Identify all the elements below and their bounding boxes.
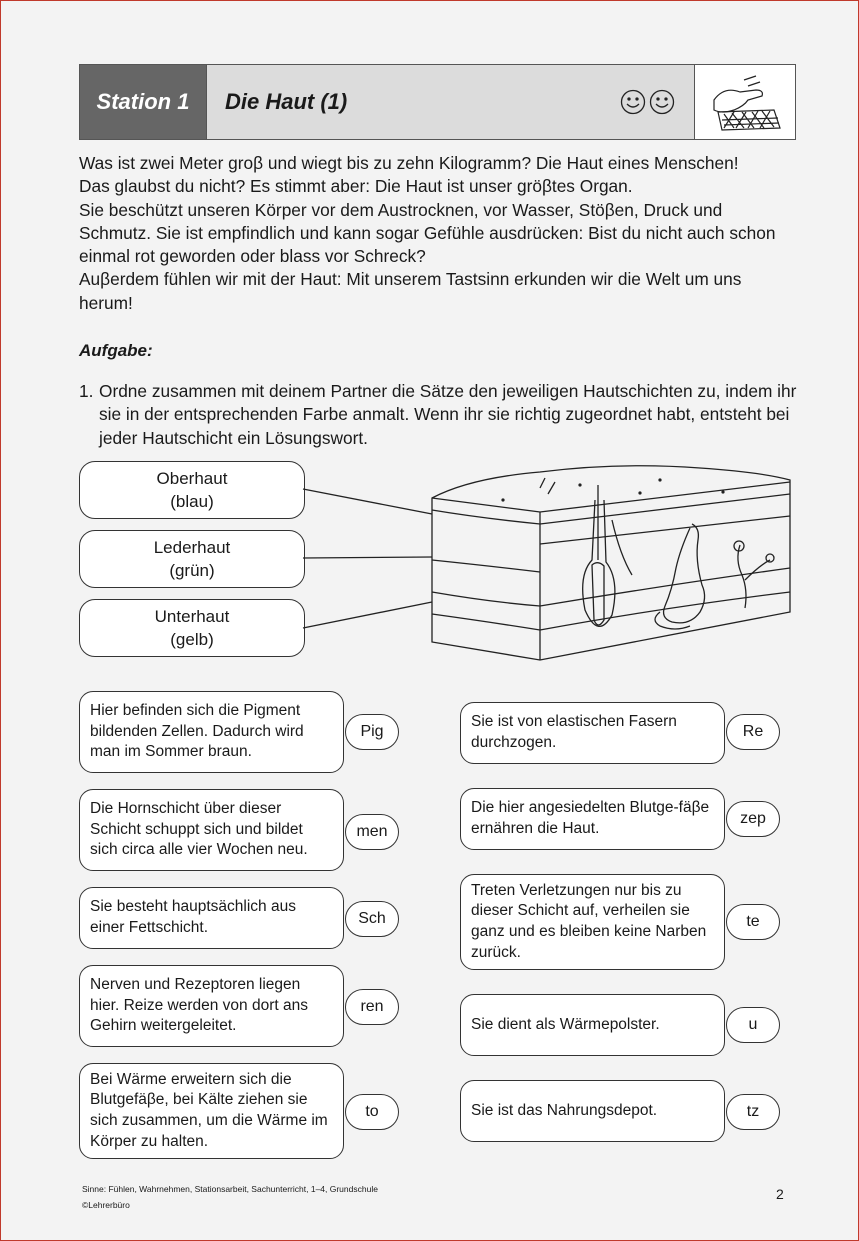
connector-line [303, 557, 432, 558]
footer [82, 1181, 378, 1213]
syllable-u: u [726, 1007, 780, 1043]
syllable-men: men [345, 814, 399, 850]
syllable-te: te [726, 904, 780, 940]
layer-name: Oberhaut [156, 469, 228, 488]
sentence-box-left-3 [79, 887, 344, 949]
sentence-text: Sie dient als Wärmepolster. [471, 1015, 660, 1033]
worksheet-title: Die Haut (1) [225, 89, 348, 114]
footer-copyright: ©Lehrerbüro [82, 1200, 130, 1210]
sentence-box-right-4 [460, 994, 725, 1056]
sentence-text: Bei Wärme erweitern sich die Blutgefäβe, bei Kälte ziehen sie sich zusammen, um die Wärme im Körper zu halten. [90, 1070, 328, 1150]
intro-paragraph: Sie beschützt unseren Körper vor dem Austrocknen, vor Wasser, Stöβen, Druck und Schmutz. Sie ist empfindlich und kann sogar Gefühle ausdrücken: Bist du nicht auch schon einmal rot geworden oder blass vor Schreck? [79, 199, 776, 267]
sentence-box-right-3 [460, 874, 725, 970]
sentence-box-left-4 [79, 965, 344, 1047]
syllable-tz: tz [726, 1094, 780, 1130]
sentence-box-right-2 [460, 788, 725, 850]
page-number: 2 [776, 1186, 784, 1202]
syllable-ren: ren [345, 989, 399, 1025]
sentence-box-left-2 [79, 789, 344, 871]
footer-subject-line: Sinne: Fühlen, Wahrnehmen, Stationsarbeit, Sachunterricht, 1–4, Grundschule [82, 1184, 378, 1194]
syllable-re: Re [726, 714, 780, 750]
intro-paragraph: Was ist zwei Meter groβ und wiegt bis zu zehn Kilogramm? Die Haut eines Menschen! [79, 153, 739, 173]
sentence-box-left-5 [79, 1063, 344, 1159]
task-heading: Aufgabe: [79, 341, 153, 360]
intro-paragraph: Auβerdem fühlen wir mit der Haut: Mit unserem Tastsinn erkunden wir die Welt um uns herum! [79, 269, 742, 313]
sentence-text: Nerven und Rezeptoren liegen hier. Reize werden von dort ans Gehirn weitergeleitet. [90, 976, 308, 1035]
sentence-text: Die hier angesiedelten Blutge-fäβe ernähren die Haut. [471, 799, 710, 837]
task-number: 1. [79, 381, 94, 401]
layer-name: Lederhaut [153, 538, 231, 557]
syllable-pig: Pig [345, 714, 399, 750]
sentence-box-right-1 [460, 702, 725, 764]
syllable-to: to [345, 1094, 399, 1130]
sentence-text: Treten Verletzungen nur bis zu dieser Schicht auf, verheilen sie ganz und es bleiben keine Narben zurück. [471, 881, 707, 961]
intro-paragraph: Das glaubst du nicht? Es stimmt aber: Die Haut ist unser gröβtes Organ. [79, 176, 633, 197]
syllable-sch: Sch [345, 901, 399, 937]
sentence-text: Sie besteht hauptsächlich aus einer Fettschicht. [90, 898, 296, 936]
station-label: Station 1 [80, 65, 207, 139]
sentence-text: Die Hornschicht über dieser Schicht schuppt sich und bildet sich circa alle vier Wochen neu. [90, 800, 308, 859]
connector-line [303, 489, 432, 514]
layer-color: (grün) [169, 561, 215, 580]
layer-name: Unterhaut [154, 607, 230, 626]
sentence-text: Sie ist das Nahrungsdepot. [471, 1101, 658, 1119]
task-text: Ordne zusammen mit deinem Partner die Sätze den jeweiligen Hautschichten zu, indem ihr sie in der entsprechenden Farbe anmalt. Wenn ihr sie richtig zugeordnet habt, entsteht bei jeder Hautschicht ein Lösungswort. [99, 381, 797, 448]
sentence-box-left-1 [79, 691, 344, 773]
layer-color: (blau) [170, 492, 214, 511]
layer-color: (gelb) [170, 630, 214, 649]
sentence-text: Sie ist von elastischen Fasern durchzogen. [471, 713, 677, 751]
sentence-box-right-5 [460, 1080, 725, 1142]
syllable-zep: zep [726, 801, 780, 837]
connector-line [303, 602, 432, 628]
sentence-text: Hier befinden sich die Pigment bildenden Zellen. Dadurch wird man im Sommer braun. [90, 702, 304, 761]
